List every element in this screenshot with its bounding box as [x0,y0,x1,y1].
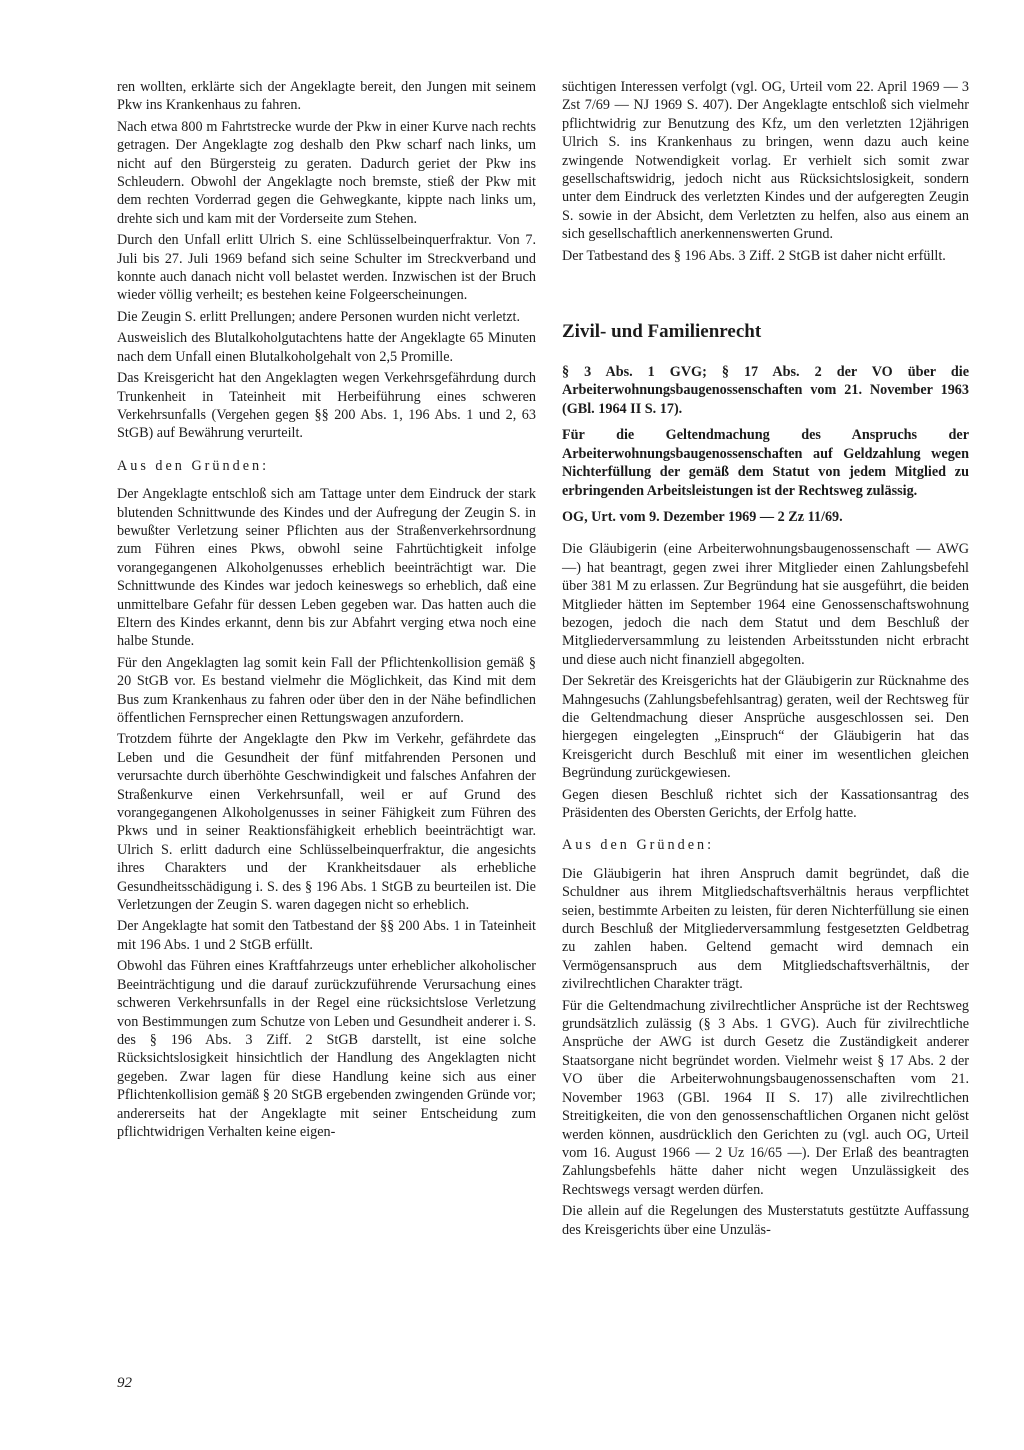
paragraph: Das Kreisgericht hat den Angeklagten wegen Verkehrsgefährdung durch Trunkenheit in Tateinheit mit Herbeiführung eines schweren Verkehrsunfalls (Vergehen gegen §§ 200 Abs. 1, 196 Abs. 1 und 2, 63 StGB) auf Bewährung verurteilt. [117,370,536,442]
page-number: 92 [117,1375,132,1391]
paragraph: süchtigen Interessen verfolgt (vgl. OG, Urteil vom 22. April 1969 — 3 Zst 7/69 — NJ 1969 S. 407). Der Angeklagte entschloß sich vielmehr pflichtwidrig zur Benutzung des Kfz, um den verletzten 12jährigen Ulrich S. ins Krankenhaus zu bringen, wenn dazu auch keine zwingende Notwendigkeit vorlag. Er verhielt sich somit zwar gesellschaftswidrig, jedoch nicht aus Rücksichtslosigkeit, sondern unter dem Eindruck des verletzten Kindes und der aufgeregten Zeugin S. sowie in der Absicht, dem Verletzten zu helfen, also aus einem an sich gesellschaftlich anerkennenswerten Grund. [562,79,969,243]
subheading-reasons: Aus den Gründen: [562,837,715,854]
paragraph: Die Gläubigerin hat ihren Anspruch damit begründet, daß die Schuldner aus ihrem Mitgliedschaftsverhältnis heraus verpflichtet seien, bestimmte Arbeiten zu leisten, für deren Nichterfüllung sie einen durch Beschluß der Mitgliederversammlung festgesetzten Geldbetrag zu zahlen haben. Geltend gemacht wird demnach ein Vermögensanspruch aus dem Mitgliedschaftsverhältnis, der zivilrechtlichen Charakter trägt. [562,865,969,993]
paragraph: Durch den Unfall erlitt Ulrich S. eine Schlüsselbeinquerfraktur. Von 7. Juli bis 27. Juli 1969 befand sich seine Schulter im Streckverband und konnte auch danach nicht voll belastet werden. Inzwischen ist der Bruch wieder völlig verheilt; es bestehen keine Folgeerscheinungen. [117,232,536,304]
case-citation: OG, Urt. vom 9. Dezember 1969 — 2 Zz 11/69. [562,508,843,525]
paragraph: Der Sekretär des Kreisgerichts hat der Gläubigerin zur Rücknahme des Mahngesuchs (Zahlungsbefehlsantrag) geraten, weil der Rechtsweg für die Geltendmachung dieser Ansprüche ausgeschlossen sei. Den hiergegen eingelegten „Einspruch“ der Gläubigerin hat das Kreisgericht durch Beschluß mit einer im wesentlichen gleichen Begründung zurückgewiesen. [562,673,969,782]
norms-reference: § 3 Abs. 1 GVG; § 17 Abs. 2 der VO über die Arbeiterwohnungsbaugenossenschaften vom 21. November 1963 (GBl. 1964 II S. 17). [562,364,969,417]
headnote: Für die Geltendmachung des Anspruchs der Arbeiterwohnungsbaugenossenschaften auf Geldzahlung wegen Nichterfüllung der gemäß dem Statut von jedem Mitglied zu erbringenden Arbeitsleistungen ist der Rechtsweg zulässig. [562,427,969,499]
paragraph: Ausweislich des Blutalkoholgutachtens hatte der Angeklagte 65 Minuten nach dem Unfall einen Blutalkoholgehalt von 2,5 Promille. [117,330,536,365]
paragraph: Der Angeklagte hat somit den Tatbestand der §§ 200 Abs. 1 in Tateinheit mit 196 Abs. 1 und 2 StGB erfüllt. [117,918,536,953]
paragraph: Die allein auf die Regelungen des Musterstatuts gestützte Auffassung des Kreisgerichts über eine Unzuläs- [562,1203,969,1238]
paragraph: Gegen diesen Beschluß richtet sich der Kassationsantrag des Präsidenten des Obersten Gerichts, der Erfolg hatte. [562,786,969,821]
paragraph: Nach etwa 800 m Fahrtstrecke wurde der Pkw in einer Kurve nach rechts getragen. Der Angeklagte zog deshalb den Pkw scharf nach links, um nicht auf den Bürgersteig zu geraten. Dadurch geriet der Pkw ins Schleudern. Obwohl der Angeklagte noch bremste, stieß der Pkw mit dem rechten Vorderrad gegen die Gehwegkante, kippte nach links um, drehte sich und kam mit der Vorderseite zum Stehen. [117,118,536,227]
left-column [117,78,536,1144]
paragraph: Für die Geltendmachung zivilrechtlicher Ansprüche ist der Rechtsweg grundsätzlich zulässig (§ 3 Abs. 1 GVG). Auch für zivilrechtliche Ansprüche der AWG ist durch Gesetz die Zuständigkeit anderer Staatsorgane nicht begründet worden. Vielmehr weist § 17 Abs. 2 der VO über die Arbeiterwohnungsbaugenossenschaften vom 21. November 1963 (GBl. 1964 II S. 17) alle zivilrechtlichen Streitigkeiten, die von den genossenschaftlichen Organen nicht gelöst werden können, ausdrücklich den Gerichten zu (vgl. auch OG, Urteil vom 16. August 1966 — 2 Uz 16/65 —). Der Erlaß des beantragten Zahlungsbefehls hätte daher nicht wegen Unzulässigkeit des Rechtswegs versagt werden dürfen. [562,997,969,1198]
paragraph: Obwohl das Führen eines Kraftfahrzeugs unter erheblicher alkoholischer Beeinträchtigung und die darauf zurückzuführende Verursachung eines schweren Verkehrsunfalls in der Regel eine rücksichtslose Verletzung von Bestimmungen zum Schutze von Leben und Gesundheit anderer i. S. des § 196 Abs. 3 Ziff. 2 StGB darstellt, ist eine solche Rücksichtslosigkeit hinsichtlich der Handlung des Angeklagten nicht gegeben. Zwar lagen für diese Handlung keine sich aus einer Pflichtenkollision gemäß § 20 StGB ergebenden zwingenden Gründe vor; andererseits hat der Angeklagte mit seiner Entscheidung zum pflichtwidrigen Verhalten keine eigen- [117,958,536,1140]
section-title: Zivil- und Familienrecht [562,321,762,343]
paragraph: Trotzdem führte der Angeklagte den Pkw im Verkehr, gefährdete das Leben und die Gesundheit der fünf mitfahrenden Personen und verursachte durch überhöhte Geschwindigkeit und falsches Anfahren der Straßenkurve einen Verkehrsunfall, weil er auf Grund des vorangegangenen Alkoholgenusses in seiner Fähigkeit zum Führen des Pkws und in seiner Reaktionsfähigkeit erheblich beeinträchtigt war. Ulrich S. erlitt dadurch eine Schlüsselbeinquerfraktur, die angesichts ihres Charakters und der Krankheitsdauer als erhebliche Gesundheitsschädigung i. S. des § 196 Abs. 1 StGB zu beurteilen ist. Die Verletzungen der Zeugin S. waren dagegen nicht so erheblich. [117,731,536,914]
paragraph: Der Tatbestand des § 196 Abs. 3 Ziff. 2 StGB ist daher nicht erfüllt. [562,247,946,264]
right-column [562,78,969,1242]
paragraph: Für den Angeklagten lag somit kein Fall der Pflichtenkollision gemäß § 20 StGB vor. Es bestand vielmehr die Möglichkeit, das Kind mit dem Bus zum Krankenhaus zu fahren oder über den in der Nähe befindlichen öffentlichen Fernsprecher einen Rettungswagen anzufordern. [117,654,536,726]
paragraph: Der Angeklagte entschloß sich am Tattage unter dem Eindruck der stark blutenden Schnittwunde des Kindes und der Aufregung der Zeugin S. in bewußter Verletzung seiner Pflichten aus der Straßenverkehrsordnung zum Führen eines Pkws, obwohl seine Fahrtüchtigkeit infolge vorangegangenen Alkoholgenusses erheblich beeinträchtigt war. Die Schnittwunde des Kindes war jedoch keineswegs so erheblich, daß eine unmittelbare Gefahr für dessen Leben gegeben war. Das hatten auch die Eltern des Kindes erkannt, denn bis zur Abfahrt verging etwa noch eine halbe Stunde. [117,486,536,650]
subheading-reasons: Aus den Gründen: [117,457,270,474]
paragraph: ren wollten, erklärte sich der Angeklagte bereit, den Jungen mit seinem Pkw ins Krankenhaus zu fahren. [117,79,536,114]
paragraph: Die Zeugin S. erlitt Prellungen; andere Personen wurden nicht verletzt. [117,308,521,325]
paragraph: Die Gläubigerin (eine Arbeiterwohnungsbaugenossenschaft — AWG —) hat beantragt, gegen zwei ihrer Mitglieder einen Zahlungsbefehl über 381 M zu erlassen. Zur Begründung hat sie ausgeführt, die beiden Mitglieder hätten im September 1964 eine Genossenschaftswohnung bezogen, jedoch die nach dem Statut und dem Beschluß der Mitgliederversammlung zu leistenden Arbeitsstunden nicht erbracht und diese auch nicht finanziell abgegolten. [562,541,969,668]
